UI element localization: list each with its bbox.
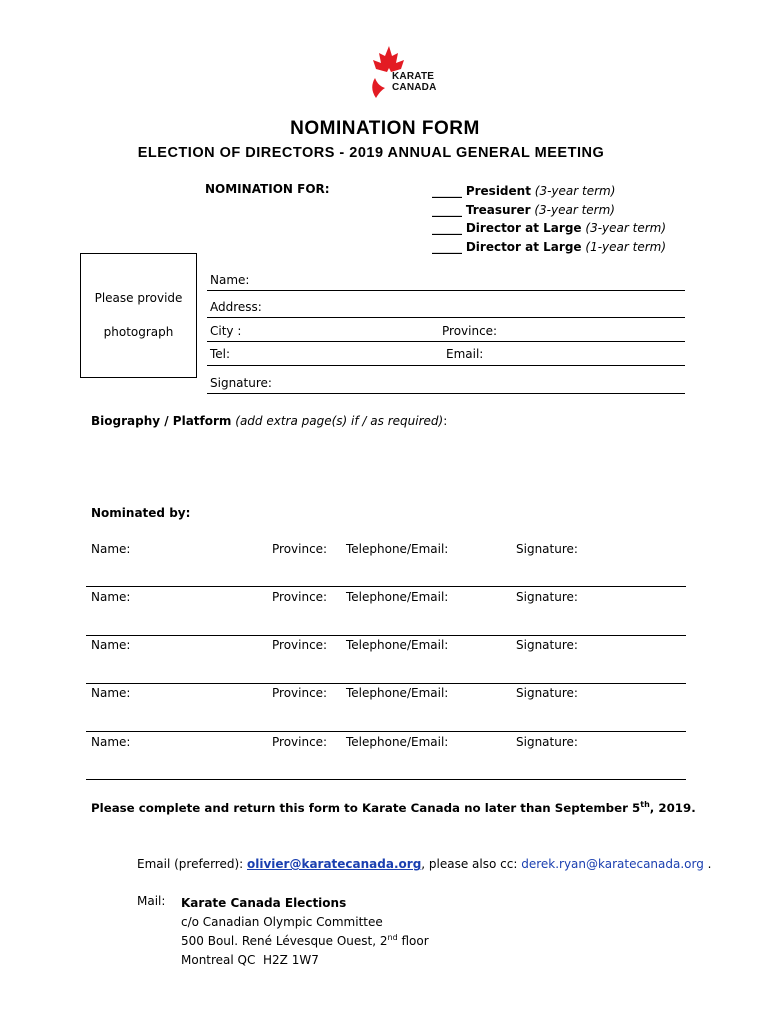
page-title: NOMINATION FORM (290, 118, 480, 139)
name-field-label: Name: (210, 273, 250, 287)
deadline-notice: Please complete and return this form to Karate Canada no later than September 5th, 2019. (91, 800, 696, 815)
row-divider (86, 731, 686, 732)
nomination-option[interactable]: _____ Director at Large (1-year term) (432, 239, 667, 254)
mail-label: Mail: (137, 894, 166, 908)
nomination-option[interactable]: _____ Director at Large (3-year term) (432, 221, 667, 235)
row-divider (86, 635, 686, 636)
city-province-line[interactable] (207, 341, 685, 342)
row-divider (86, 779, 686, 780)
page-subtitle: ELECTION OF DIRECTORS - 2019 ANNUAL GENERAL MEETING (137, 145, 605, 161)
nominated-by-heading: Nominated by: (91, 506, 191, 520)
nomination-for-label: NOMINATION FOR: (205, 182, 330, 196)
province-field-label: Province: (442, 324, 498, 338)
nomination-option[interactable]: _____ President (3-year term) (432, 184, 616, 198)
logo-line-1: KARATE (392, 71, 435, 82)
cc-email-link[interactable]: derek.ryan@karatecanada.org (521, 857, 704, 871)
photo-placeholder[interactable]: Please provide photograph (80, 253, 197, 378)
nomination-option[interactable]: _____ Treasurer (3-year term) (432, 202, 615, 217)
address-field-label: Address: (210, 300, 262, 314)
tel-field-label: Tel: (210, 347, 231, 361)
row-divider (86, 683, 686, 684)
signature-field-line[interactable] (207, 393, 685, 394)
name-field-line[interactable] (207, 290, 685, 291)
city-field-label: City : (210, 324, 242, 338)
row-divider (86, 586, 686, 587)
tel-email-line[interactable] (207, 365, 685, 366)
email-contact-line: Email (preferred): olivier@karatecanada.org, please also cc: derek.ryan@karatecanada.org . (137, 857, 712, 871)
signature-field-label: Signature: (210, 376, 272, 390)
logo-line-2: CANADA (392, 82, 437, 93)
mailing-address: Karate Canada Elections c/o Canadian Olympic Committee 500 Boul. René Lévesque Ouest, 2nd floor Montreal QC H2Z 1W7 (181, 896, 429, 967)
primary-email-link[interactable]: olivier@karatecanada.org (247, 857, 422, 871)
email-field-label: Email: (446, 347, 484, 361)
biography-label: Biography / Platform (add extra page(s) if / as required): (91, 414, 448, 428)
address-field-line[interactable] (207, 317, 685, 318)
nomination-options (432, 182, 666, 256)
